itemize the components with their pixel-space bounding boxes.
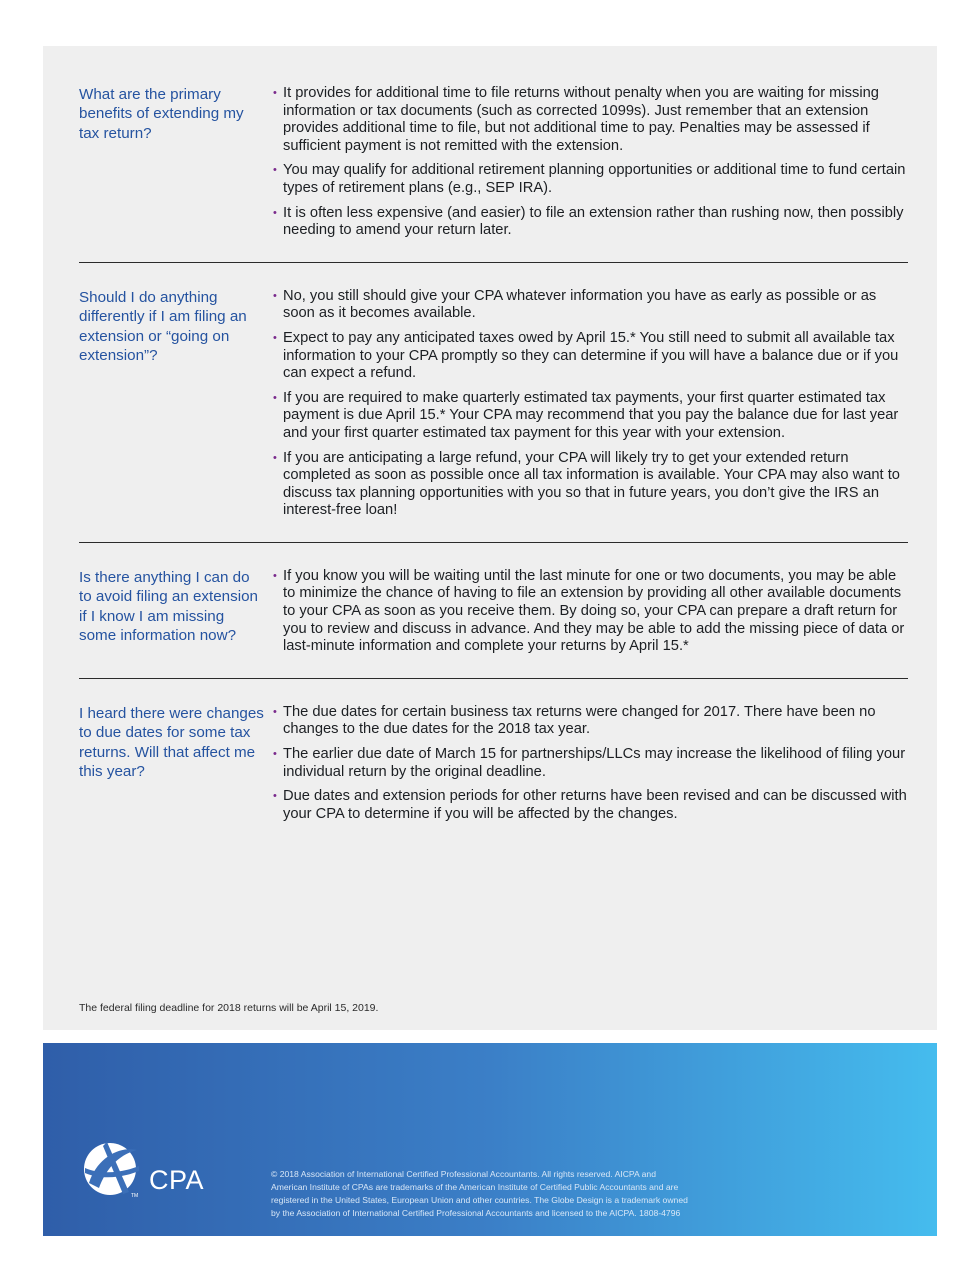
faq-answer-list [273, 704, 908, 824]
faq-answer-list [273, 568, 908, 656]
logo-text: CPA [149, 1165, 205, 1195]
faq-answer-item [273, 746, 908, 781]
faq-answer-item [273, 450, 908, 520]
faq-answer-item [273, 390, 908, 443]
faq-answer-text: If you are required to make quarterly estimated tax payments, your first quarter estimated tax payment is due April 15.* Your CPA may recommend that you pay the balance due for last year and your first quarter estimated tax payment for this year with your extension. [283, 389, 899, 441]
copyright-line: by the Association of International Certified Professional Accountants and licensed to the AICPA. 1808-4796 [271, 1208, 681, 1218]
bullet-icon: • [273, 790, 277, 803]
faq-answer-item [273, 162, 908, 197]
faq-row [79, 701, 908, 846]
bullet-icon: • [273, 206, 277, 219]
faq-answer-text: Expect to pay any anticipated taxes owed by April 15.* You still need to submit all available tax information to your CPA promptly so they can determine if you will have a balance due or if you can expect a refund. [283, 329, 899, 382]
faq-row [79, 285, 908, 543]
faq-answer-item [273, 788, 908, 823]
copyright-line: registered in the United States, European Union and other countries. The Globe Design is a trademark owned [271, 1195, 688, 1205]
faq-answer-text: Due dates and extension periods for other returns have been revised and can be discussed with your CPA to determine if you will be affected by the changes. [283, 788, 907, 822]
bullet-icon: • [273, 87, 277, 99]
faq-answer-item [273, 85, 908, 155]
faq-answer-text: It is often less expensive (and easier) to file an extension rather than rushing now, then possibly needing to amend your return later. [283, 204, 904, 239]
faq-answer-text: It provides for additional time to file returns without penalty when you are waiting for missing information or tax documents (such as corrected 1099s). Just remember that an extension provides additional time to file, but not additional time to pay. Penalties may be assessed if sufficient payment is not remitted with the extension. [283, 85, 879, 154]
bullet-icon: • [273, 331, 277, 344]
bullet-icon: • [273, 748, 277, 761]
faq-answer-text: You may qualify for additional retirement planning opportunities or additional time to fund certain types of retirement plans (e.g., SEP IRA). [283, 162, 906, 196]
bullet-icon: • [273, 289, 277, 302]
faq-answer-item [273, 704, 908, 739]
faq-row [79, 82, 908, 263]
globe-logo-icon [79, 1138, 143, 1198]
copyright-line: American Institute of CPAs are trademarks of the American Institute of Certified Public Accountants and are [271, 1182, 679, 1192]
faq-answer-text: No, you still should give your CPA whatever information you have as early as possible or as soon as it becomes available. [283, 287, 877, 322]
faq-answer-item [273, 205, 908, 240]
trademark-mark: TM [131, 1193, 139, 1198]
faq-answer-text: The due dates for certain business tax returns were changed for 2017. There have been no changes to the due dates for the 2018 tax year. [283, 703, 876, 738]
bullet-icon: • [273, 391, 277, 404]
bullet-icon: • [273, 569, 277, 582]
faq-answer-text: The earlier due date of March 15 for partnerships/LLCs may increase the likelihood of filing your individual return by the original deadline. [283, 746, 906, 780]
faq-answer-item [273, 568, 908, 656]
faq-answer-text: If you know you will be waiting until the last minute for one or two documents, you may be able to minimize the chance of having to file an extension by providing all other available documents to your CPA as soon as you receive them. By doing so, your CPA can prepare a draft return for you to review and discuss in advance. And they may be able to add the missing piece of data or last-minute information and complete your returns by April 15.* [283, 567, 905, 655]
faq-question: I heard there were changes to due dates for some tax returns. Will that affect me this year? [79, 704, 264, 781]
faq-question: What are the primary benefits of extending my tax return? [79, 86, 244, 142]
faq-list [79, 82, 908, 867]
copyright-line: © 2018 Association of International Certified Professional Accountants. All rights reserved. AICPA and [271, 1169, 656, 1179]
faq-answer-list [273, 288, 908, 520]
faq-answer-item [273, 288, 908, 323]
faq-question: Should I do anything differently if I am filing an extension or “going on extension”? [79, 288, 247, 364]
cpa-logo [79, 1138, 219, 1198]
faq-answer-list [273, 85, 908, 240]
bullet-icon: • [273, 164, 277, 177]
footer-banner [43, 1043, 937, 1236]
bullet-icon: • [273, 451, 277, 464]
faq-answer-item [273, 330, 908, 383]
faq-panel [43, 46, 937, 1030]
copyright-notice [271, 1168, 751, 1220]
faq-row [79, 565, 908, 679]
faq-question: Is there anything I can do to avoid filing an extension if I know I am missing some information now? [79, 568, 258, 645]
faq-answer-text: If you are anticipating a large refund, your CPA will likely try to get your extended return completed as soon as possible once all tax information is available. Your CPA may also want to discuss tax planning opportunities with you so that in future years, you don’t give the IRS an interest-free loan! [283, 449, 900, 519]
bullet-icon: • [273, 705, 277, 718]
footnote: The federal filing deadline for 2018 returns will be April 15, 2019. [79, 1002, 379, 1014]
